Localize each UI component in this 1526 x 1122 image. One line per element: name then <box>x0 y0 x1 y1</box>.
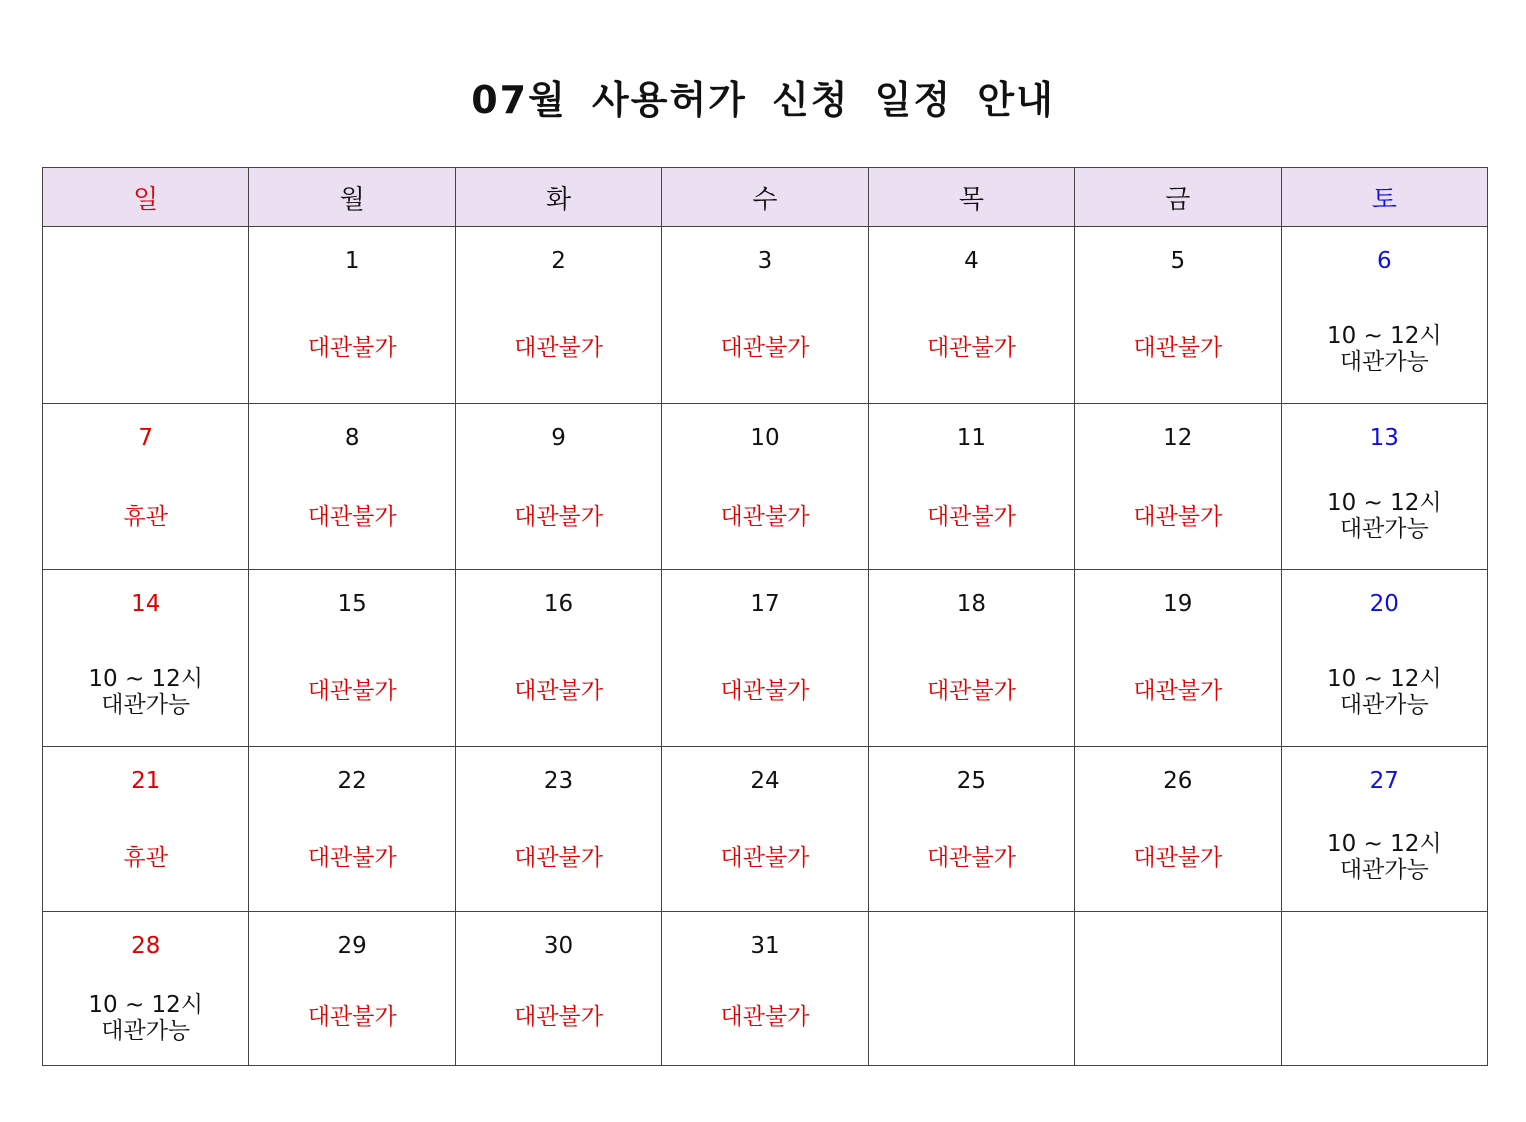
day-cell-content <box>456 227 661 403</box>
day-number: 18 <box>956 591 987 617</box>
day-number: 6 <box>1376 248 1392 274</box>
day-cell-content <box>249 570 454 746</box>
availability-status <box>1282 666 1487 718</box>
unavailable-status: 대관불가 <box>1133 678 1223 704</box>
available-label: 대관가능 <box>1339 692 1429 718</box>
day-cell-content <box>1075 747 1280 911</box>
availability-status <box>1282 323 1487 375</box>
day-number: 17 <box>750 591 780 617</box>
day-cell-content <box>662 227 867 403</box>
available-label: 대관가능 <box>1339 349 1429 375</box>
availability-status <box>43 666 248 718</box>
day-cell <box>1075 747 1281 912</box>
closed-status: 휴관 <box>123 504 168 530</box>
day-cell-content <box>43 227 248 403</box>
empty-day-cell <box>868 912 1074 1066</box>
week-row <box>43 570 1488 747</box>
day-number: 21 <box>131 768 161 794</box>
available-label: 대관가능 <box>101 692 191 718</box>
unavailable-status: 대관불가 <box>926 504 1016 530</box>
day-cell-content <box>456 570 661 746</box>
week-row <box>43 404 1488 570</box>
day-number: 30 <box>543 933 574 959</box>
day-cell-content <box>1282 570 1487 746</box>
calendar-table <box>42 167 1488 1066</box>
unavailable-status: 대관불가 <box>1133 335 1223 361</box>
available-label: 대관가능 <box>1339 516 1429 542</box>
weekday-header-fri <box>1075 168 1281 227</box>
day-cell-content <box>869 912 1074 1065</box>
day-number: 20 <box>1369 591 1399 617</box>
day-cell-content <box>1282 227 1487 403</box>
day-cell <box>43 912 249 1066</box>
day-number: 25 <box>956 768 987 794</box>
day-cell-content <box>662 747 867 911</box>
day-cell <box>249 747 455 912</box>
empty-day-cell <box>43 227 249 404</box>
weekday-header-row <box>43 168 1488 227</box>
day-number: 19 <box>1163 591 1193 617</box>
day-cell <box>868 747 1074 912</box>
day-cell <box>868 227 1074 404</box>
day-cell <box>455 227 661 404</box>
availability-status <box>1282 831 1487 883</box>
unavailable-status: 대관불가 <box>1133 504 1223 530</box>
weekday-header-wed <box>662 168 868 227</box>
day-cell <box>43 404 249 570</box>
day-number: 7 <box>138 425 154 451</box>
day-cell-content <box>43 747 248 911</box>
day-number: 24 <box>750 768 780 794</box>
closed-status: 휴관 <box>123 845 168 871</box>
day-number: 11 <box>956 425 987 451</box>
day-cell-content <box>869 570 1074 746</box>
day-cell <box>455 912 661 1066</box>
day-number: 12 <box>1163 425 1193 451</box>
weekday-header-sat <box>1281 168 1487 227</box>
day-cell <box>43 747 249 912</box>
unavailable-status: 대관불가 <box>514 1004 603 1030</box>
available-time: 10 ~ 12시 <box>1326 666 1442 692</box>
day-cell <box>249 570 455 747</box>
day-number: 16 <box>543 591 574 617</box>
available-time: 10 ~ 12시 <box>1326 490 1442 516</box>
day-cell <box>662 747 868 912</box>
day-number: 3 <box>757 248 773 274</box>
day-cell <box>1075 404 1281 570</box>
weekday-header-tue <box>455 168 661 227</box>
day-cell-content <box>249 227 454 403</box>
day-cell <box>1075 570 1281 747</box>
empty-day-cell <box>1075 912 1281 1066</box>
day-cell <box>662 912 868 1066</box>
day-cell <box>249 912 455 1066</box>
day-number: 15 <box>337 591 367 617</box>
empty-day-cell <box>1281 912 1487 1066</box>
day-cell-content <box>1075 227 1280 403</box>
weekday-label: 화 <box>545 184 572 215</box>
day-cell <box>249 404 455 570</box>
day-cell-content <box>1075 404 1280 569</box>
day-number: 9 <box>551 425 566 451</box>
weekday-label: 금 <box>1165 184 1191 215</box>
day-cell <box>1075 227 1281 404</box>
day-cell-content <box>1075 912 1280 1065</box>
day-cell <box>1281 747 1487 912</box>
day-cell <box>662 404 868 570</box>
day-number: 31 <box>750 933 780 959</box>
day-cell-content <box>1075 570 1280 746</box>
unavailable-status: 대관불가 <box>926 335 1016 361</box>
unavailable-status: 대관불가 <box>514 504 603 530</box>
day-number: 27 <box>1369 768 1399 794</box>
day-number: 29 <box>337 933 367 959</box>
day-number: 5 <box>1170 248 1186 274</box>
weekday-header-mon <box>249 168 455 227</box>
day-number: 8 <box>344 425 360 451</box>
week-row <box>43 912 1488 1066</box>
available-time: 10 ~ 12시 <box>88 992 204 1018</box>
weekday-label: 수 <box>752 184 778 215</box>
day-cell-content <box>249 404 454 569</box>
day-cell-content <box>456 912 661 1065</box>
day-cell-content <box>249 747 454 911</box>
week-row <box>43 747 1488 912</box>
day-cell-content <box>869 227 1074 403</box>
unavailable-status: 대관불가 <box>307 504 397 530</box>
day-cell-content <box>1282 747 1487 911</box>
day-cell-content <box>1282 912 1487 1065</box>
day-cell <box>1281 227 1487 404</box>
available-time: 10 ~ 12시 <box>88 666 204 692</box>
day-number: 14 <box>131 591 161 617</box>
day-number: 22 <box>337 768 367 794</box>
day-cell-content <box>456 404 661 569</box>
unavailable-status: 대관불가 <box>514 678 603 704</box>
day-number: 13 <box>1369 425 1399 451</box>
unavailable-status: 대관불가 <box>307 678 397 704</box>
weekday-label: 일 <box>133 184 159 215</box>
unavailable-status: 대관불가 <box>720 678 810 704</box>
day-cell-content <box>1282 404 1487 569</box>
day-cell <box>868 570 1074 747</box>
unavailable-status: 대관불가 <box>307 845 397 871</box>
day-cell <box>662 227 868 404</box>
day-cell <box>1281 404 1487 570</box>
unavailable-status: 대관불가 <box>307 1004 397 1030</box>
day-cell-content <box>869 747 1074 911</box>
page-title: 07월 사용허가 신청 일정 안내 <box>471 78 1055 122</box>
unavailable-status: 대관불가 <box>514 845 603 871</box>
day-cell <box>868 404 1074 570</box>
day-cell-content <box>456 747 661 911</box>
day-cell <box>43 570 249 747</box>
day-cell-content <box>662 912 867 1065</box>
available-time: 10 ~ 12시 <box>1326 831 1442 857</box>
day-cell <box>455 404 661 570</box>
week-row <box>43 227 1488 404</box>
weekday-header-thu <box>868 168 1074 227</box>
day-cell-content <box>869 404 1074 569</box>
day-cell-content <box>43 570 248 746</box>
day-cell <box>249 227 455 404</box>
availability-status <box>1282 490 1487 542</box>
day-cell-content <box>43 404 248 569</box>
day-cell-content <box>249 912 454 1065</box>
day-number: 26 <box>1163 768 1193 794</box>
day-number: 4 <box>964 248 979 274</box>
day-cell-content <box>43 912 248 1065</box>
day-number: 28 <box>131 933 161 959</box>
weekday-header-sun <box>43 168 249 227</box>
day-number: 2 <box>551 248 566 274</box>
unavailable-status: 대관불가 <box>720 1004 810 1030</box>
day-number: 10 <box>750 425 780 451</box>
weekday-label: 목 <box>958 184 984 215</box>
weekday-label: 월 <box>339 184 365 215</box>
unavailable-status: 대관불가 <box>720 335 810 361</box>
unavailable-status: 대관불가 <box>926 678 1016 704</box>
available-label: 대관가능 <box>101 1018 191 1044</box>
available-time: 10 ~ 12시 <box>1326 323 1442 349</box>
unavailable-status: 대관불가 <box>926 845 1016 871</box>
day-cell <box>662 570 868 747</box>
day-cell <box>455 570 661 747</box>
availability-status <box>43 992 248 1044</box>
day-cell <box>1281 570 1487 747</box>
day-cell-content <box>662 404 867 569</box>
unavailable-status: 대관불가 <box>1133 845 1223 871</box>
day-cell <box>455 747 661 912</box>
day-cell-content <box>662 570 867 746</box>
day-number: 23 <box>543 768 574 794</box>
unavailable-status: 대관불가 <box>514 335 603 361</box>
unavailable-status: 대관불가 <box>720 504 810 530</box>
available-label: 대관가능 <box>1339 857 1429 883</box>
weekday-label: 토 <box>1371 184 1397 215</box>
unavailable-status: 대관불가 <box>307 335 397 361</box>
unavailable-status: 대관불가 <box>720 845 810 871</box>
day-number: 1 <box>344 248 360 274</box>
